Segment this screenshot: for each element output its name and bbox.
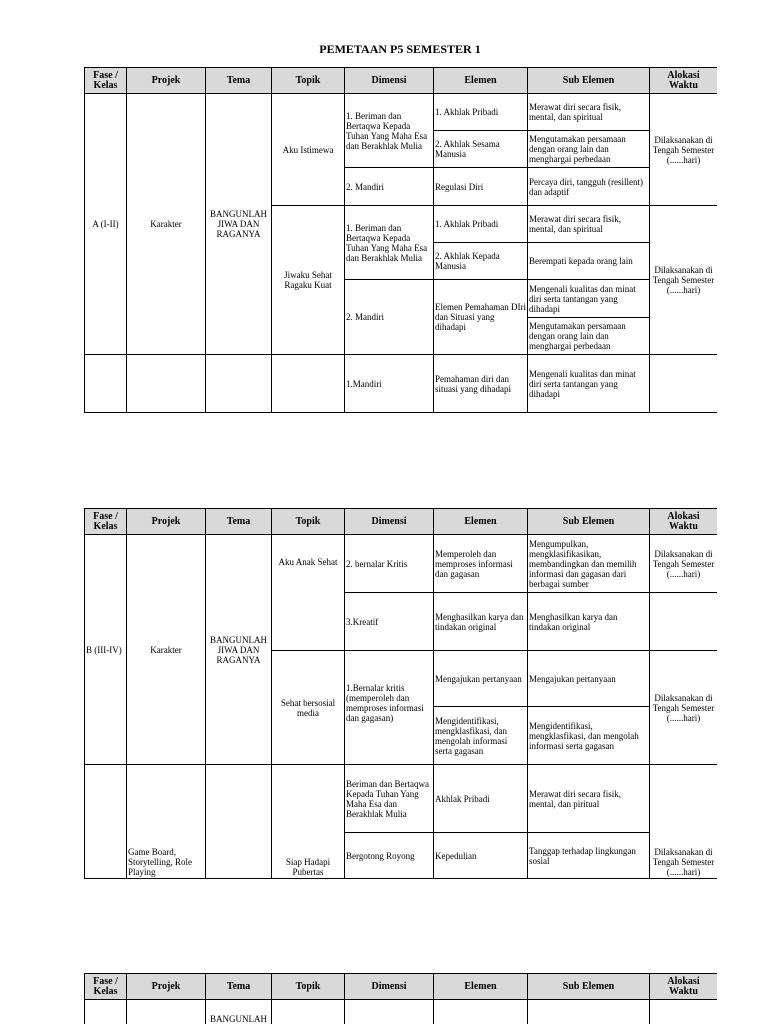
header-dimensi: Dimensi bbox=[345, 974, 434, 1000]
header-elemen: Elemen bbox=[434, 509, 528, 535]
header-topik: Topik bbox=[272, 974, 345, 1000]
cell-elemen: Menghasilkan karya dan tindakan original bbox=[434, 593, 528, 651]
cell-sub-elemen: Mengidentifikasi, mengklasfikasi, dan mengolah informasi serta gagasan bbox=[528, 707, 650, 765]
cell-topik: Aku Istimewa bbox=[272, 94, 345, 206]
header-alokasi: Alokasi Waktu bbox=[650, 68, 718, 94]
cell-elemen: Mengajukan pertanyaan bbox=[434, 651, 528, 707]
header-topik: Topik bbox=[272, 509, 345, 535]
cell-projek bbox=[127, 1000, 206, 1024]
cell-tema bbox=[206, 355, 272, 413]
cell-alokasi: Dilaksanakan di Tengah Semester (......hari) bbox=[650, 765, 718, 879]
cell-sub-elemen: Mengutamakan persamaan dengan orang lain dan menghargai perbedaan bbox=[528, 318, 650, 355]
header-projek: Projek bbox=[127, 974, 206, 1000]
cell-sub-elemen: Mengenali kualitas dan minat diri serta tantangan yang dihadapi bbox=[528, 280, 650, 318]
cell-elemen: Elemen Pemahaman DIri dan Situasi yang dihadapi bbox=[434, 280, 528, 355]
table-row bbox=[85, 94, 718, 131]
header-sub-elemen: Sub Elemen bbox=[528, 974, 650, 1000]
cell-dimensi: Beriman dan Bertaqwa Kepada Tuhan Yang Maha Esa dan Berakhlak Mulia bbox=[345, 765, 434, 833]
table-header-row bbox=[85, 974, 718, 1000]
cell-tema: BANGUNLAH JIWA DAN RAGANYA bbox=[206, 535, 272, 765]
cell-dimensi: 1.Bernalar kritis (memperoleh dan memproses informasi dan gagasan) bbox=[345, 651, 434, 765]
cell-sub-elemen: Berempati kepada orang lain bbox=[528, 243, 650, 280]
table-semester1-partial bbox=[84, 973, 717, 1024]
table-row bbox=[85, 765, 718, 833]
cell-elemen: Mengidentifikasi, mengklasfikasi, dan mengolah informasi serta gagasan bbox=[434, 707, 528, 765]
cell-topik: Sehat bersosial media bbox=[272, 651, 345, 765]
cell-elemen: 1. Akhlak Pribadi bbox=[434, 94, 528, 131]
cell-fase bbox=[85, 1000, 127, 1024]
header-fase: Fase / Kelas bbox=[85, 974, 127, 1000]
cell-alokasi bbox=[650, 1000, 718, 1024]
header-alokasi: Alokasi Waktu bbox=[650, 974, 718, 1000]
cell-sub-elemen: Percaya diri, tangguh (resillent) dan adaptif bbox=[528, 168, 650, 206]
header-tema: Tema bbox=[206, 509, 272, 535]
cell-topik bbox=[272, 1000, 345, 1024]
header-projek: Projek bbox=[127, 68, 206, 94]
cell-sub-elemen: Tanggap terhadap lingkungan sosial bbox=[528, 833, 650, 879]
cell-elemen: Kepedulian bbox=[434, 833, 528, 879]
cell-sub-elemen: Merawat diri secara fisik, mental, dan spiritual bbox=[528, 94, 650, 131]
cell-dimensi: 2. bernalar Kritis bbox=[345, 535, 434, 593]
cell-elemen: Regulasi Diri bbox=[434, 168, 528, 206]
cell-projek: Game Board, Storytelling, Role Playing bbox=[127, 765, 206, 879]
header-tema: Tema bbox=[206, 974, 272, 1000]
table-row bbox=[85, 535, 718, 593]
cell-alokasi bbox=[650, 593, 718, 651]
cell-dimensi: 2. Mandiri bbox=[345, 168, 434, 206]
cell-fase bbox=[85, 765, 127, 879]
table-row bbox=[85, 355, 718, 413]
cell-alokasi: Dilaksanakan di Tengah Semester (......hari) bbox=[650, 94, 718, 206]
table-semester1-fase-a bbox=[84, 67, 717, 416]
cell-sub-elemen: Merawat diri secara fisik, mental, dan piritual bbox=[528, 765, 650, 833]
header-topik: Topik bbox=[272, 68, 345, 94]
header-sub-elemen: Sub Elemen bbox=[528, 509, 650, 535]
cell-sub-elemen bbox=[528, 1000, 650, 1024]
cell-sub-elemen: Mengutamakan persamaan dengan orang lain dan menghargai perbedaan bbox=[528, 131, 650, 168]
header-sub-elemen: Sub Elemen bbox=[528, 68, 650, 94]
header-tema: Tema bbox=[206, 68, 272, 94]
header-fase: Fase / Kelas bbox=[85, 509, 127, 535]
header-dimensi: Dimensi bbox=[345, 509, 434, 535]
header-fase: Fase / Kelas bbox=[85, 68, 127, 94]
table-row bbox=[85, 1000, 718, 1024]
cell-alokasi: Dilaksanakan di Tengah Semester (......hari) bbox=[650, 651, 718, 765]
cell-elemen bbox=[434, 1000, 528, 1024]
header-projek: Projek bbox=[127, 509, 206, 535]
cell-topik bbox=[272, 355, 345, 413]
cell-elemen: 2. Akhlak Sesama Manusia bbox=[434, 131, 528, 168]
table-semester1-fase-b bbox=[84, 508, 717, 882]
page-title: PEMETAAN P5 SEMESTER 1 bbox=[319, 42, 481, 56]
cell-dimensi: Bergotong Royong bbox=[345, 833, 434, 879]
cell-elemen: Akhlak Pribadi bbox=[434, 765, 528, 833]
cell-sub-elemen: Mengenali kualitas dan minat diri serta tantangan yang dihadapi bbox=[528, 355, 650, 413]
cell-alokasi: Dilaksanakan di Tengah Semester (......hari) bbox=[650, 206, 718, 355]
cell-fase bbox=[85, 355, 127, 413]
cell-projek: Karakter bbox=[127, 94, 206, 355]
cell-fase: B (III-IV) bbox=[85, 535, 127, 765]
cell-tema: BANGUNLAH JIWA DAN RAGANYA bbox=[206, 94, 272, 355]
cell-sub-elemen: Mengumpulkan, mengklasifikasikan, membandingkan dan memilih informasi dan gagasan dari berbagai sumber bbox=[528, 535, 650, 593]
cell-projek bbox=[127, 355, 206, 413]
cell-tema: BANGUNLAH bbox=[206, 1000, 272, 1024]
cell-dimensi: 3.Kreatif bbox=[345, 593, 434, 651]
header-dimensi: Dimensi bbox=[345, 68, 434, 94]
header-elemen: Elemen bbox=[434, 974, 528, 1000]
cell-elemen: 1. Akhlak Pribadi bbox=[434, 206, 528, 243]
table-header-row bbox=[85, 68, 718, 94]
cell-dimensi bbox=[345, 1000, 434, 1024]
cell-elemen: Pemahaman diri dan situasi yang dihadapi bbox=[434, 355, 528, 413]
cell-alokasi bbox=[650, 355, 718, 413]
cell-sub-elemen: Merawat diri secara fisik, mental, dan spiritual bbox=[528, 206, 650, 243]
cell-elemen: 2. Akhlak Kepada Manusia bbox=[434, 243, 528, 280]
cell-dimensi: 1. Beriman dan Bertaqwa Kepada Tuhan Yang Maha Esa dan Berakhlak Mulia bbox=[345, 94, 434, 168]
cell-projek: Karakter bbox=[127, 535, 206, 765]
cell-dimensi: 2. Mandiri bbox=[345, 280, 434, 355]
cell-elemen: Memperoleh dan memproses informasi dan gagasan bbox=[434, 535, 528, 593]
cell-dimensi: 1.Mandiri bbox=[345, 355, 434, 413]
cell-topik: Siap Hadapi Pubertas bbox=[272, 765, 345, 879]
header-elemen: Elemen bbox=[434, 68, 528, 94]
cell-topik: Aku Anak Sehat bbox=[272, 535, 345, 651]
cell-tema bbox=[206, 765, 272, 879]
cell-alokasi: Dilaksanakan di Tengah Semester (......hari) bbox=[650, 535, 718, 593]
table-header-row bbox=[85, 509, 718, 535]
cell-dimensi: 1. Beriman dan Bertaqwa Kepada Tuhan Yang Maha Esa dan Berakhlak Mulia bbox=[345, 206, 434, 280]
cell-sub-elemen: Menghasilkan karya dan tindakan original bbox=[528, 593, 650, 651]
cell-sub-elemen: Mengajukan pertanyaan bbox=[528, 651, 650, 707]
cell-fase: A (I-II) bbox=[85, 94, 127, 355]
cell-topik: Jiwaku Sehat Ragaku Kuat bbox=[272, 206, 345, 355]
header-alokasi: Alokasi Waktu bbox=[650, 509, 718, 535]
